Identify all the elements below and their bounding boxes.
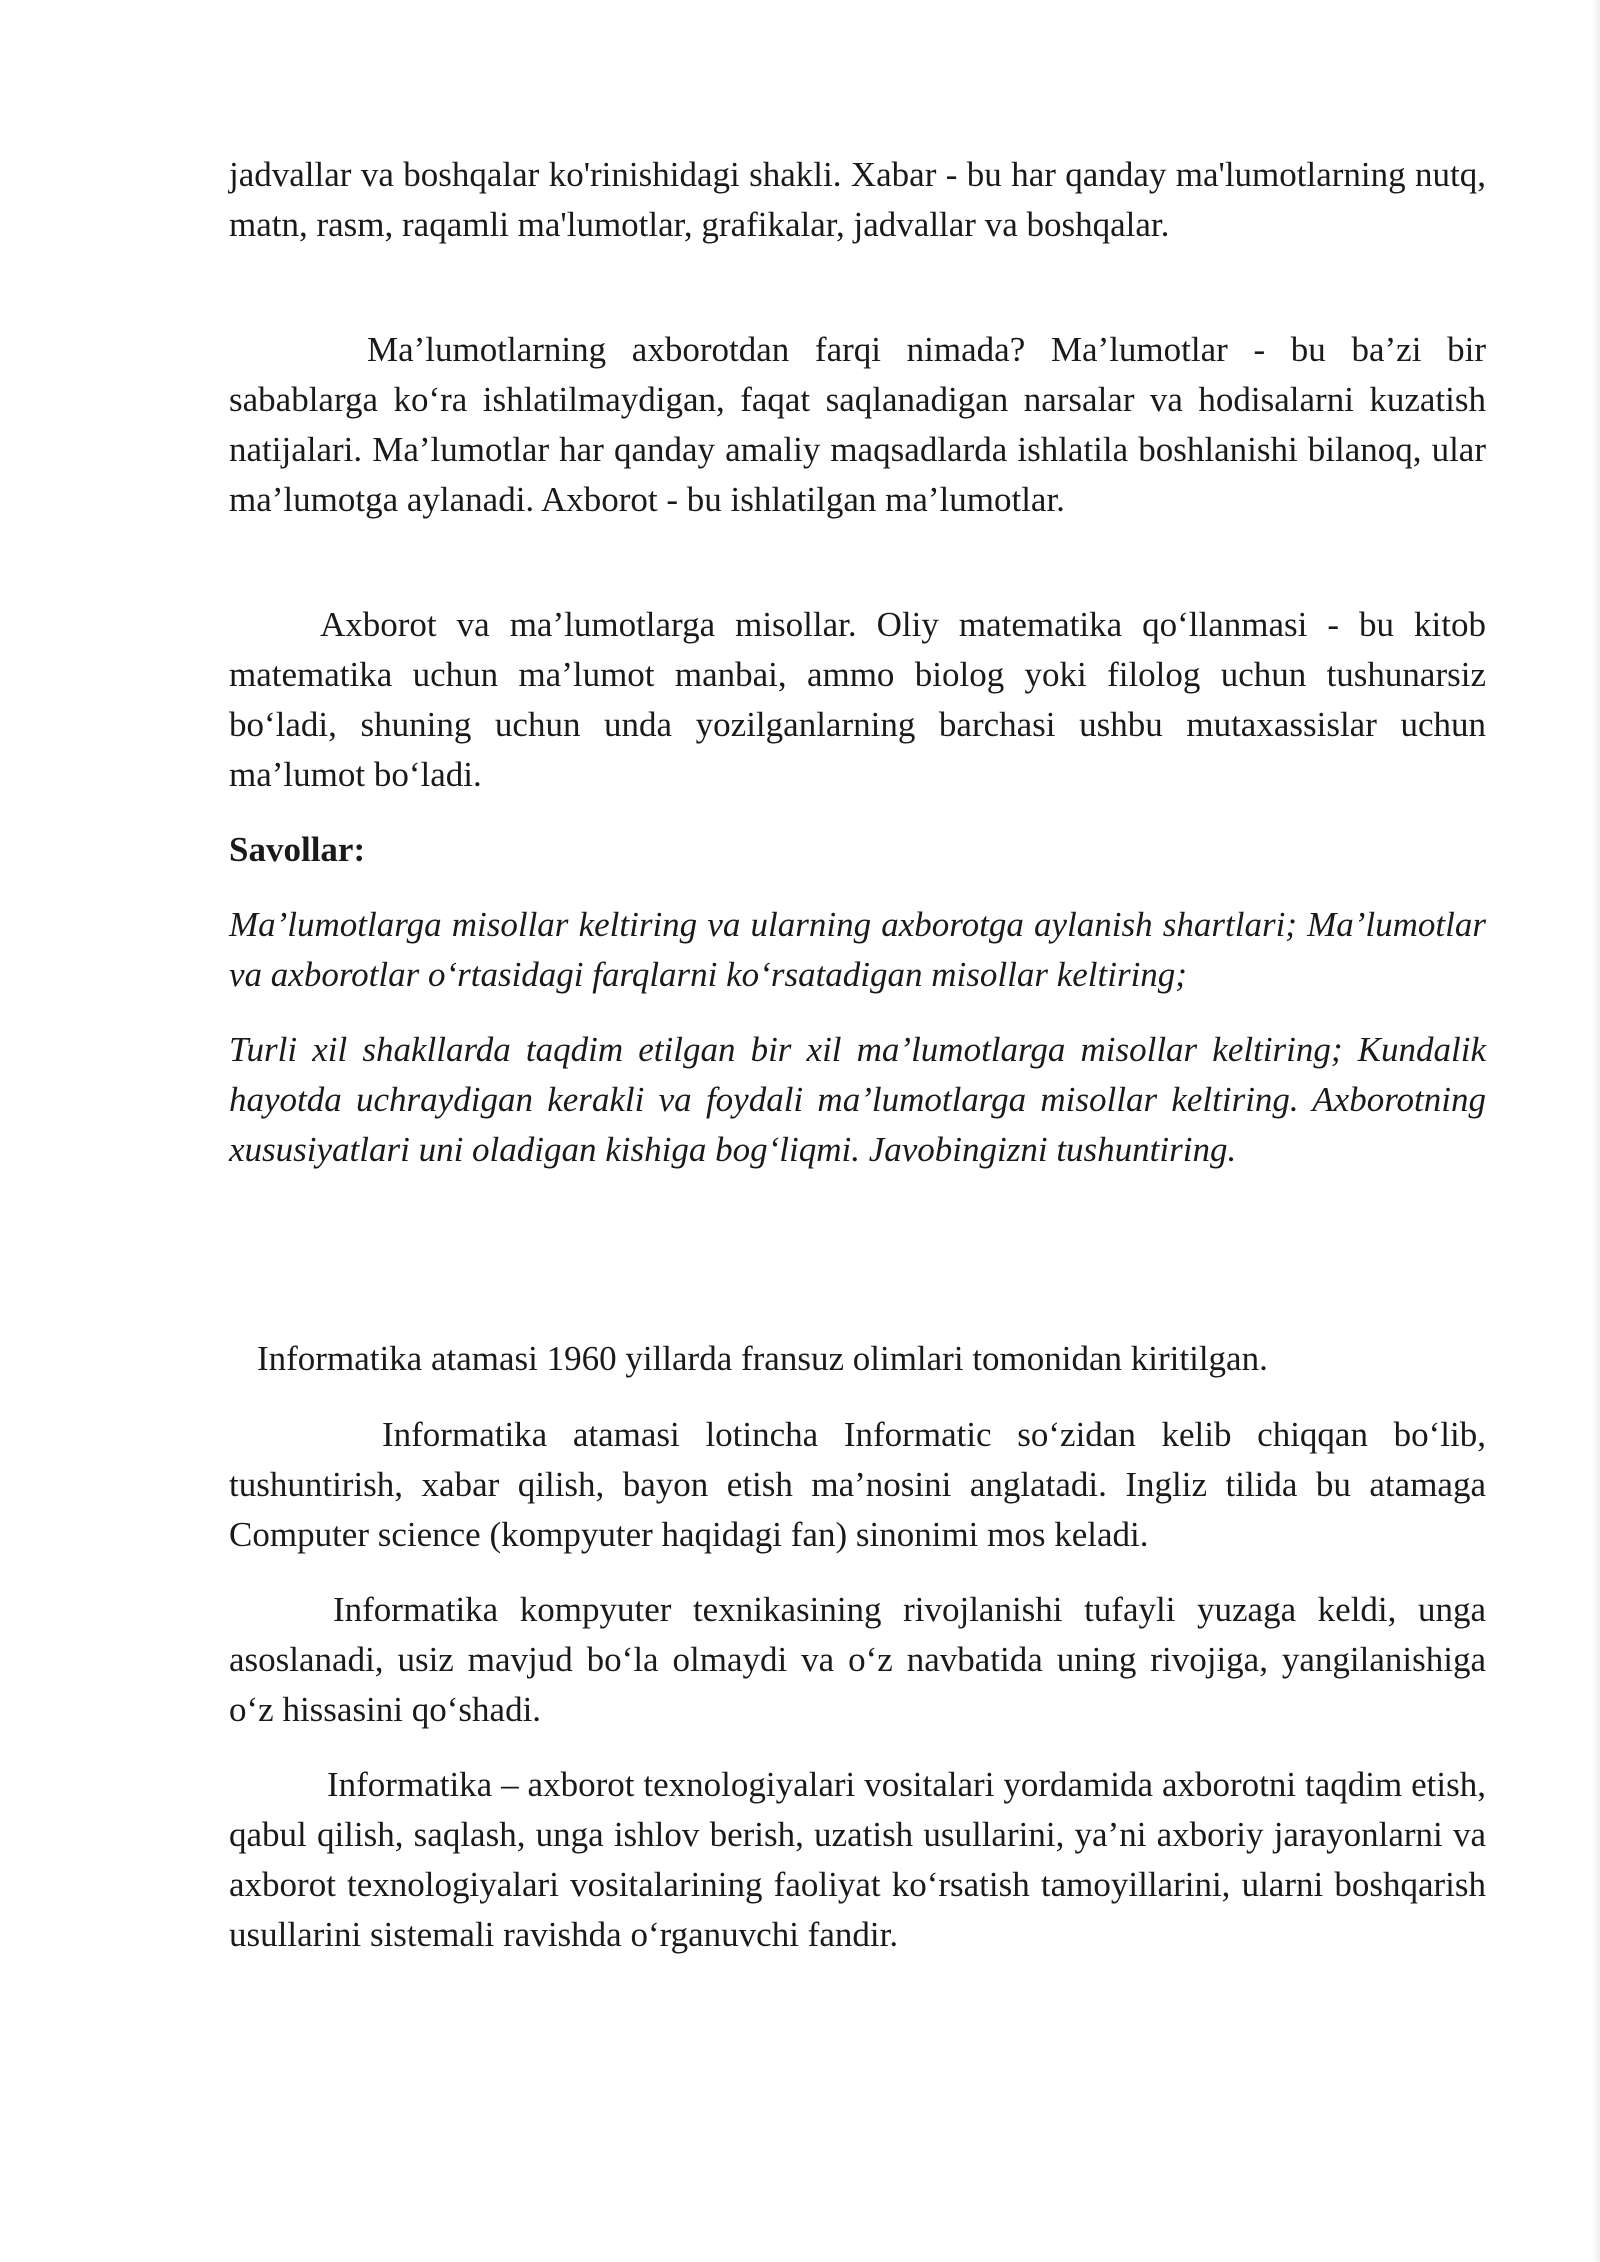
paragraph-informatika-definition: [229, 1760, 1486, 1960]
paragraph-examples: [229, 600, 1486, 800]
paragraph-text: Informatika atamasi 1960 yillarda fransuz olimlari tomonidan kiritilgan.: [257, 1339, 1268, 1378]
questions-heading: [229, 825, 1486, 875]
question-text: Ma’lumotlarga misollar keltiring va ularning axborotga aylanish shartlari; Ma’lumotlar va axborotlar o‘rtasidagi farqlarni ko‘rsatadigan misollar keltiring;: [229, 905, 1486, 994]
paragraph-text: Informatika atamasi lotincha Informatic so‘zidan kelib chiqqan bo‘lib, tushuntirish, xabar qilish, bayon etish ma’nosini anglatadi. Ingliz tilida bu atamaga Computer science (kompyuter haqidagi fan) sinonimi mos keladi.: [229, 1415, 1486, 1554]
paragraph-xabar-definition: [229, 150, 1486, 250]
paragraph-informatika-etymology: [229, 1410, 1486, 1560]
paragraph-text: Axborot va ma’lumotlarga misollar. Oliy matematika qo‘llanmasi - bu kitob matematika uchun ma’lumot manbai, ammo biolog yoki filolog uchun tushunarsiz bo‘ladi, shuning uchun unda yozilganlarning barchasi ushbu mutaxassislar uchun ma’lumot bo‘ladi.: [229, 605, 1486, 794]
paragraph-text: Informatika – axborot texnologiyalari vositalari yordamida axborotni taqdim etish, qabul qilish, saqlash, unga ishlov berish, uzatish usullarini, ya’ni axboriy jarayonlarni va axborot texnologiyalari vositalarining faoliyat ko‘rsatish tamoyillarini, ularni boshqarish usullarini sistemali ravishda o‘rganuvchi fandir.: [229, 1765, 1486, 1954]
paragraph-informatika-computers: [229, 1585, 1486, 1735]
paragraph-text: Informatika kompyuter texnikasining rivojlanishi tufayli yuzaga keldi, unga asoslanadi, usiz mavjud bo‘la olmaydi va o‘z navbatida uning rivojiga, yangilanishiga o‘z hissasini qo‘shadi.: [229, 1590, 1486, 1729]
question-block-1: [229, 900, 1486, 1000]
paragraph-data-vs-information: [229, 325, 1486, 525]
paragraph-text: jadvallar va boshqalar ko'rinishidagi shakli. Xabar - bu har qanday ma'lumotlarning nutq, matn, rasm, raqamli ma'lumotlar, grafikalar, jadvallar va boshqalar.: [229, 155, 1486, 244]
question-text: Turli xil shakllarda taqdim etilgan bir xil ma’lumotlarga misollar keltiring; Kundalik hayotda uchraydigan kerakli va foydali ma’lumotlarga misollar keltiring. Axborotning xususiyatlari uni oladigan kishiga bog‘liqmi. Javobingizni tushuntiring.: [229, 1030, 1486, 1169]
paragraph-informatika-term-origin: [229, 1334, 1486, 1384]
paragraph-text: Ma’lumotlarning axborotdan farqi nimada? Ma’lumotlar - bu ba’zi bir sabablarga ko‘ra ishlatilmaydigan, faqat saqlanadigan narsalar va hodisalarni kuzatish natijalari. Ma’lumotlar har qanday amaliy maqsadlarda ishlatila boshlanishi bilanoq, ular ma’lumotga aylanadi. Axborot - bu ishlatilgan ma’lumotlar.: [229, 330, 1486, 519]
question-block-2: [229, 1025, 1486, 1175]
heading-text: Savollar:: [229, 830, 366, 869]
page-edge-shadow: [1592, 0, 1600, 2262]
